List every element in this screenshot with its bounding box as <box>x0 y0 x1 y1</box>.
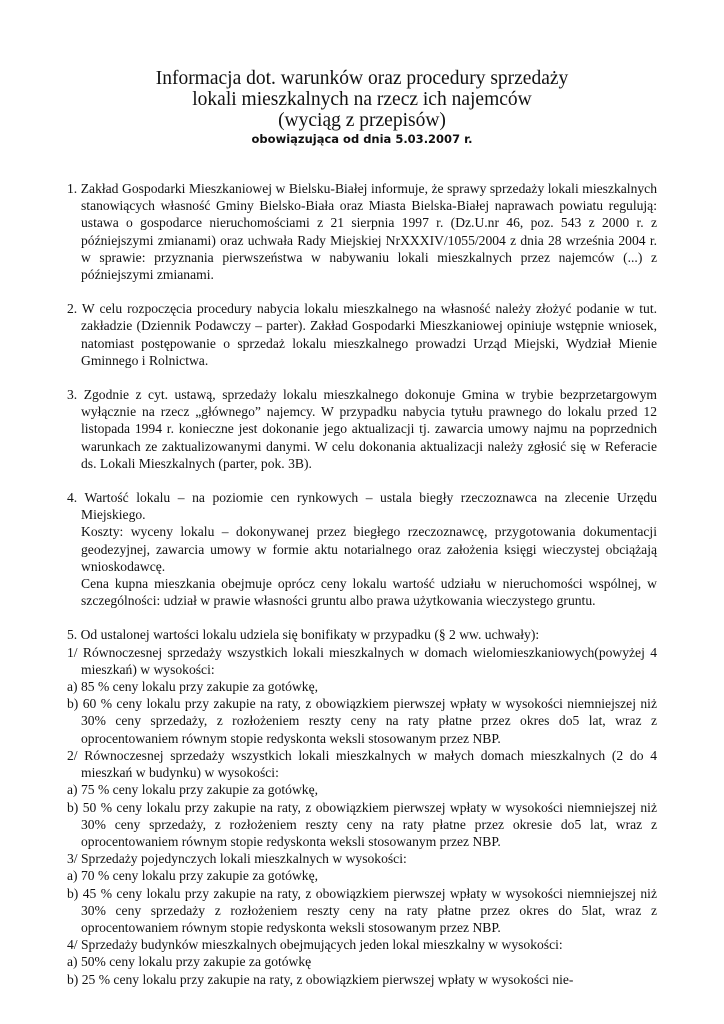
discount-2a: a) 75 % ceny lokalu przy zakupie za gotówkę, <box>67 782 319 798</box>
section-5-intro: 5. Od ustalonej wartości lokalu udziela się bonifikaty w przypadku (§ 2 ww. uchwały): <box>67 627 540 643</box>
discount-group-1: 1/ Równoczesnej sprzedaży wszystkich lokali mieszkalnych w domach wielomieszkaniowych(powyżej 4 mieszkań) w wysokości: <box>67 644 657 677</box>
discount-group-4: 4/ Sprzedaży budynków mieszkalnych obejmujących jeden lokal mieszkalny w wysokości: <box>67 937 563 953</box>
document-header <box>0 68 724 147</box>
discount-group-2: 2/ Równoczesnej sprzedaży wszystkich lokali mieszkalnych w małych domach mieszkalnych (2 do 4 mieszkań w budynku) w wysokości: <box>67 747 657 781</box>
discount-1b: b) 60 % ceny lokalu przy zakupie na raty, z obowiązkiem pierwszej wpłaty w wysokości niemniejszej niż 30% ceny sprzedaży, z rozłożeniem reszty ceny na raty płatne przez okres do5 lat, wraz z oprocentowaniem równym stopie redyskonta weksli stosowanym przez NBP. <box>67 696 657 746</box>
section-4-intro: 4. Wartość lokalu – na poziomie cen rynkowych – ustala biegły rzeczoznawca na zlecenie Urzędu Miejskiego. <box>67 490 657 523</box>
section-1: 1. Zakład Gospodarki Mieszkaniowej w Bielsku-Białej informuje, że sprawy sprzedaży lokali mieszkalnych stanowiących własność Gminy Bielsko-Biała oraz Miasta Bielska-Białej naprawach powiatu regulują: ustawa o gospodarce nieruchomościami z 21 sierpnia 1997 r. (Dz.U.nr 46, poz. 543 z 2000 r. z późniejszymi zmianami) oraz uchwała Rady Miejskiej NrXXXIV/1055/2004 z dnia 28 września 2004 r. w sprawie: przyznania pierwszeństwa w nabywaniu lokali mieszkalnych przez najemców (...) z późniejszymi zmianami. <box>67 181 657 283</box>
document-body <box>67 180 657 988</box>
title-line-1: Informacja dot. warunków oraz procedury sprzedaży <box>155 68 569 89</box>
title-line-3: (wyciąg z przepisów) <box>278 110 446 131</box>
discount-2b: b) 50 % ceny lokalu przy zakupie na raty, z obowiązkiem pierwszej wpłaty w wysokości niemniejszej niż 30% ceny sprzedaży, z rozłożeniem reszty ceny na raty płatne przez okresie do5 lat, wraz z oprocentowaniem równym stopie redyskonta weksli stosowanym przez NBP. <box>67 799 657 849</box>
discount-3b: b) 45 % ceny lokalu przy zakupie na raty, z obowiązkiem pierwszej wpłaty w wysokości niemniejszej niż 30% ceny sprzedaży z rozłożeniem reszty ceny na raty płatne przez okres do 5lat, wraz z oprocentowaniem równym stopie redyskonta weksli stosowanym przez NBP. <box>67 885 657 935</box>
discount-1a: a) 85 % ceny lokalu przy zakupie za gotówkę, <box>67 679 319 695</box>
discount-3a: a) 70 % ceny lokalu przy zakupie za gotówkę, <box>67 868 319 884</box>
discount-4b: b) 25 % ceny lokalu przy zakupie na raty, z obowiązkiem pierwszej wpłaty w wysokości nie- <box>67 971 574 987</box>
title-line-2: lokali mieszkalnych na rzecz ich najemców <box>192 89 532 110</box>
section-4-costs: Koszty: wyceny lokalu – dokonywanej przez biegłego rzeczoznawcę, przygotowania dokumentacji geodezyjnej, zawarcia umowy w formie aktu notarialnego oraz założenia księgi wieczystej obciążają wnioskodawcę. <box>81 524 657 574</box>
section-4-price: Cena kupna mieszkania obejmuje oprócz ceny lokalu wartość udziału w nieruchomości wspólnej, w szczególności: udział w prawie własności gruntu albo prawa użytkowania wieczystego gruntu. <box>81 576 657 609</box>
valid-from-date: obowiązująca od dnia 5.03.2007 r. <box>251 132 473 146</box>
discount-group-3: 3/ Sprzedaży pojedynczych lokali mieszkalnych w wysokości: <box>67 851 407 867</box>
section-2: 2. W celu rozpoczęcia procedury nabycia lokalu mieszkalnego na własność należy złożyć podanie w tut. zakładzie (Dziennik Podawczy – parter). Zakład Gospodarki Mieszkaniowej opiniuje wstępnie wniosek, natomiast postępowanie o sprzedaż lokalu mieszkalnego prowadzi Urząd Miejski, Wydział Mienie Gminnego i Rolnictwa. <box>67 301 657 368</box>
section-3: 3. Zgodnie z cyt. ustawą, sprzedaży lokalu mieszkalnego dokonuje Gmina w trybie bezprzetargowym wyłącznie na rzecz „głównego” najemcy. W przypadku nabycia tytułu prawnego do lokalu przed 12 listopada 1994 r. konieczne jest dokonanie jego aktualizacji tj. zawarcia umowy najmu na poprzednich warunkach ze zaktualizowanymi danymi. W celu dokonania aktualizacji należy zgłosić się w Referacie ds. Lokali Mieszkalnych (parter, pok. 3B). <box>67 387 657 471</box>
discount-4a: a) 50% ceny lokalu przy zakupie za gotówkę <box>67 954 312 970</box>
